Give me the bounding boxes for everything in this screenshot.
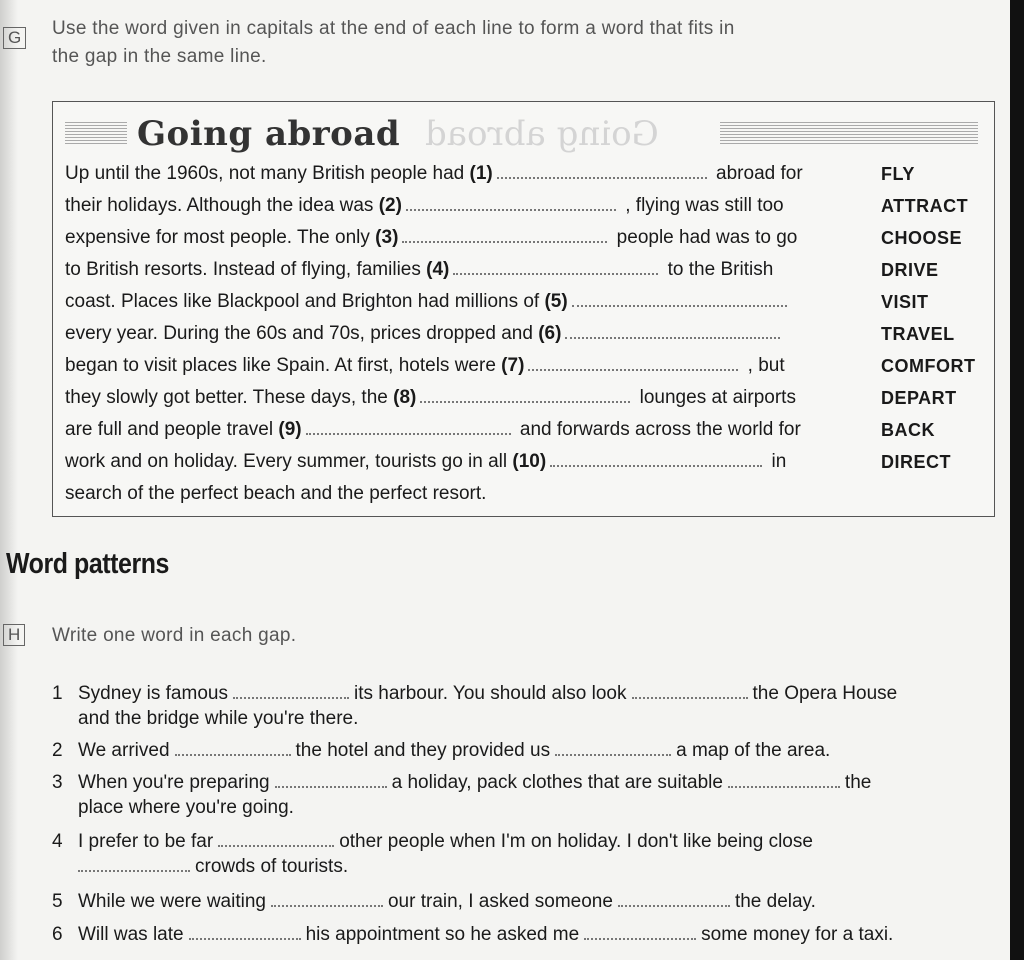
box-line-6: every year. During the 60s and 70s, prices dropped and (6) <box>65 318 855 350</box>
box-line-4: to British resorts. Instead of flying, families (4) to the British <box>65 259 774 280</box>
book-spine-shadow <box>0 0 18 960</box>
section-h-instruction: Write one word in each gap. <box>52 625 297 646</box>
capital-word-5: VISIT <box>881 292 929 312</box>
box-title-bar <box>65 110 980 156</box>
capital-word-8: DEPART <box>881 388 957 408</box>
section-h-label: H <box>3 624 25 646</box>
exercise-item-2: 2 We arrived the hotel and they provided us a map of the area. <box>52 740 831 761</box>
box-line-2: their holidays. Although the idea was (2) , flying was still too <box>65 195 784 216</box>
box-line-8: they slowly got better. These days, the (8) lounges at airports <box>65 387 796 408</box>
exercise-item-6: 6 Will was late his appointment so he asked me some money for a taxi. <box>52 924 894 945</box>
box-line-11: search of the perfect beach and the perfect resort. <box>65 483 487 504</box>
box-line-5: coast. Places like Blackpool and Brighton had millions of (5) <box>65 286 855 318</box>
box-line-3: expensive for most people. The only (3) people had was to go <box>65 227 798 248</box>
box-line-9: are full and people travel (9) and forwards across the world for <box>65 419 801 440</box>
title-rule-right <box>720 122 978 144</box>
capital-word-2: ATTRACT <box>881 196 969 216</box>
box-line-1: Up until the 1960s, not many British people had (1) abroad for <box>65 163 803 184</box>
capital-word-3: CHOOSE <box>881 228 963 248</box>
section-g-label: G <box>3 27 26 49</box>
box-title: Going abroad <box>137 114 401 154</box>
capital-word-10: DIRECT <box>881 452 951 472</box>
exercise-item-5: 5 While we were waiting our train, I asked someone the delay. <box>52 891 816 912</box>
capital-word-9: BACK <box>881 420 935 440</box>
capital-word-6: TRAVEL <box>881 324 955 344</box>
box-line-10: work and on holiday. Every summer, tourists go in all (10) in <box>65 451 787 472</box>
capital-word-7: COMFORT <box>881 356 976 376</box>
exercise-item-3: 3 When you're preparing a holiday, pack clothes that are suitable the place where you're going. <box>52 772 872 818</box>
section-g-instruction-line1: Use the word given in capitals at the end of each line to form a word that fits in <box>52 18 735 39</box>
exercise-item-1: 1 Sydney is famous its harbour. You should also look the Opera House and the bridge while you're there. <box>52 683 898 729</box>
page-edge <box>1010 0 1024 960</box>
box-line-7: began to visit places like Spain. At first, hotels were (7) , but <box>65 355 785 376</box>
capital-word-1: FLY <box>881 164 915 184</box>
section-g-instruction-line2: the gap in the same line. <box>52 46 267 67</box>
box-title-showthrough: Going abroad <box>425 114 659 154</box>
exercise-item-4: 4 I prefer to be far other people when I'm on holiday. I don't like being close crowds of tourists. <box>52 831 813 877</box>
title-rule-left <box>65 122 127 144</box>
word-patterns-heading: Word patterns <box>6 548 170 580</box>
capital-word-4: DRIVE <box>881 260 939 280</box>
going-abroad-box <box>52 101 995 517</box>
